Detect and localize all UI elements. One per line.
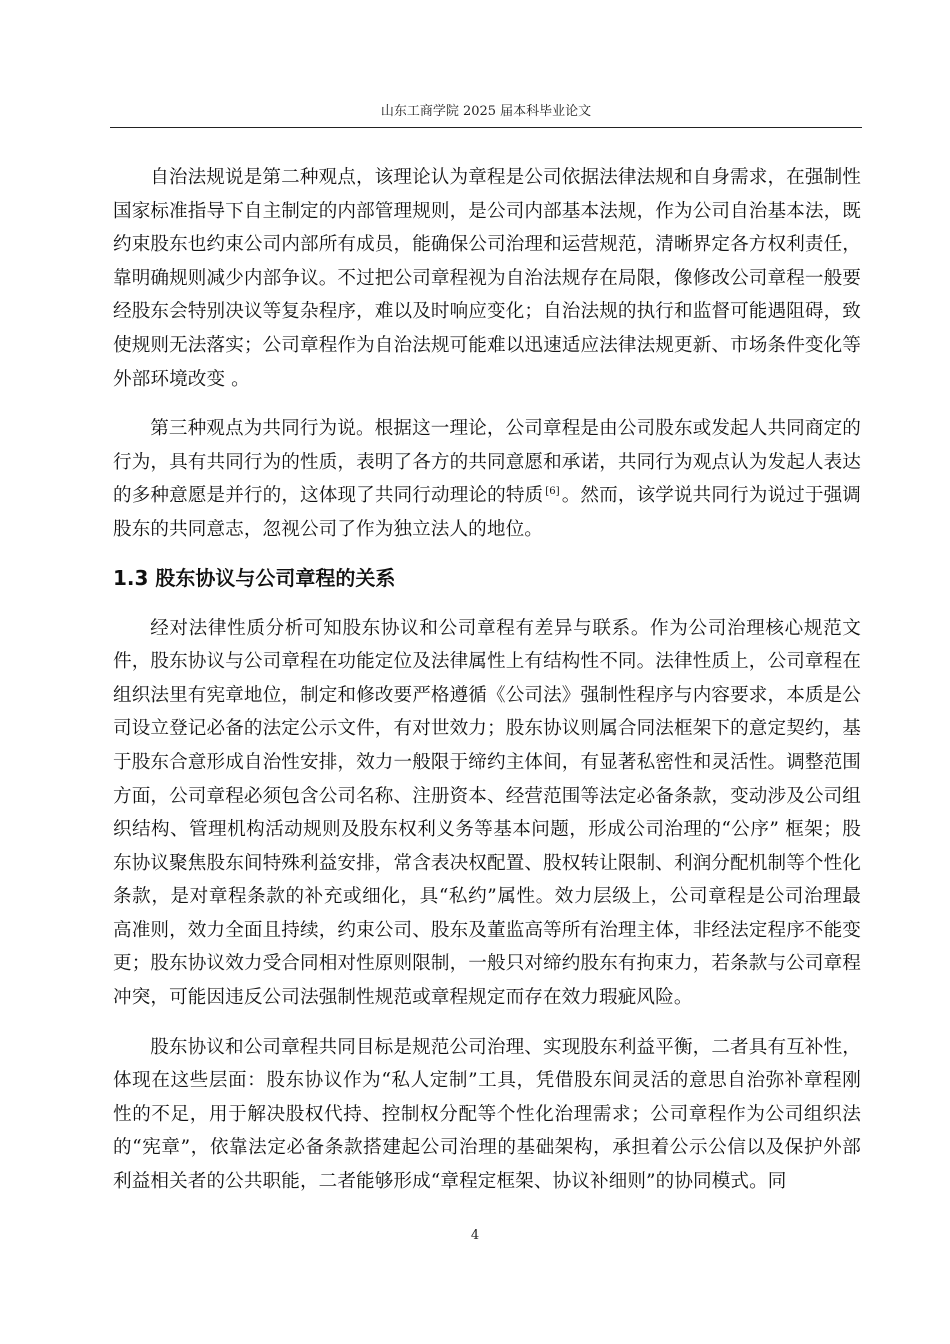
paragraph-joint-act-theory (113, 412, 861, 546)
paragraph-text-before-citation: 第三种观点为共同行为说。根据这一理论，公司章程是由公司股东或发起人共同商定的行为，具有共同行为的性质，表明了各方的共同意愿和承诺，共同行为观点认为发起人表达的多种意愿是并行的，这体现了共同行动理论的特质 (113, 418, 861, 507)
header-rule (110, 127, 862, 128)
running-header: 山东工商学院 2025 届本科毕业论文 (380, 104, 592, 119)
paragraph-text-after-citation: 。然而，该学说共同行为说过于强调股东的共同意志，忽视公司了作为独立法人的地位。 (113, 485, 861, 540)
citation-reference: [6] (545, 486, 560, 498)
page-body (113, 161, 861, 1215)
paragraph-autonomous-regulation-theory: 自治法规说是第二种观点，该理论认为章程是公司依据法律法规和自身需求，在强制性国家标准指导下自主制定的内部管理规则，是公司内部基本法规，作为公司自治基本法，既约束股东也约束公司内部所有成员，能确保公司治理和运营规范，清晰界定各方权利责任，靠明确规则减少内部争议。不过把公司章程视为自治法规存在局限，像修改公司章程一般要经股东会特别决议等复杂程序，难以及时响应变化；自治法规的执行和监督可能遇阻碍，致使规则无法落实；公司章程作为自治法规可能难以迅速适应法律法规更新、市场条件变化等外部环境改变 。 (113, 167, 861, 390)
section-heading: 1.3 股东协议与公司章程的关系 (113, 565, 396, 590)
paragraph-differences: 经对法律性质分析可知股东协议和公司章程有差异与联系。作为公司治理核心规范文件，股东协议与公司章程在功能定位及法律属性上有结构性不同。法律性质上，公司章程在组织法里有宪章地位，制定和修改要严格遵循《公司法》强制性程序与内容要求，本质是公司设立登记必备的法定公示文件，有对世效力；股东协议则属合同法框架下的意定契约，基于股东合意形成自治性安排，效力一般限于缔约主体间，有显著私密性和灵活性。调整范围方面，公司章程必须包含公司名称、注册资本、经营范围等法定必备条款，变动涉及公司组织结构、管理机构活动规则及股东权利义务等基本问题，形成公司治理的“公序” 框架；股东协议聚焦股东间特殊利益安排，常含表决权配置、股权转让限制、利润分配机制等个性化条款，是对章程条款的补充或细化，具“私约”属性。效力层级上，公司章程是公司治理最高准则，效力全面且持续，约束公司、股东及董监高等所有治理主体，非经法定程序不能变更；股东协议效力受合同相对性原则限制，一般只对缔约股东有拘束力，若条款与公司章程冲突，可能因违反公司法强制性规范或章程规定而存在效力瑕疵风险。 (113, 617, 861, 1009)
paragraph-complementarity: 股东协议和公司章程共同目标是规范公司治理、实现股东利益平衡，二者具有互补性，体现在这些层面：股东协议作为“私人定制”工具，凭借股东间灵活的意思自治弥补章程刚性的不足，用于解决股权代持、控制权分配等个性化治理需求；公司章程作为公司组织法的“宪章”，依靠法定必备条款搭建起公司治理的基础架构，承担着公示公信以及保护外部利益相关者的公共职能，二者能够形成“章程定框架、协议补细则”的协同模式。同 (113, 1036, 861, 1193)
page-number: 4 (470, 1228, 480, 1243)
